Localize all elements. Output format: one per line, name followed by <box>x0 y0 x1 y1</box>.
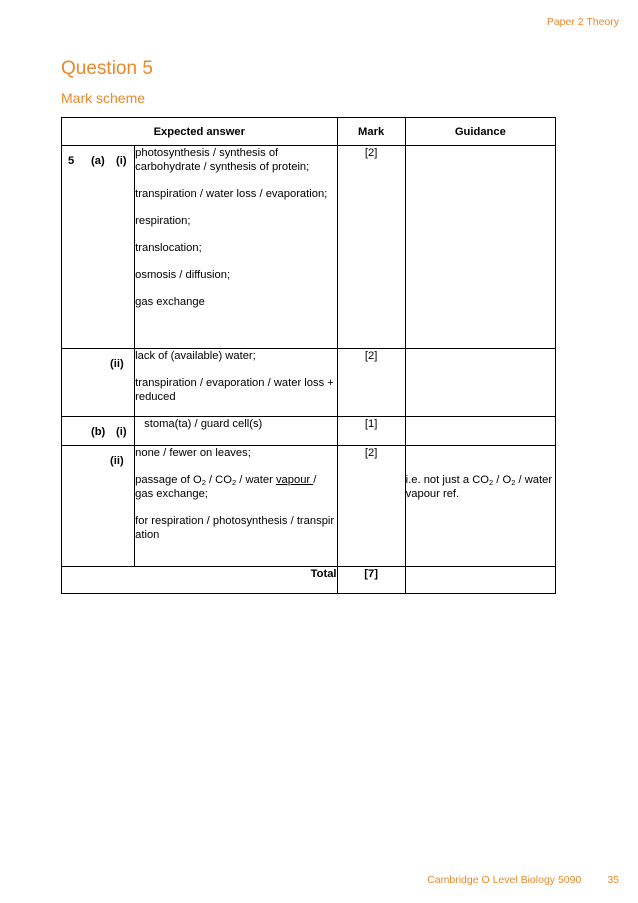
guidance-cell <box>405 146 555 349</box>
answer-line: transpiration / evaporation / water loss + reduced <box>135 377 334 403</box>
table-row <box>62 349 556 417</box>
question-number-cell <box>62 446 135 567</box>
part-label: (b) <box>91 426 106 438</box>
answer-line: gas exchange <box>135 296 205 308</box>
answer-line: passage of $O_2 / CO_2$ / water vapour / gas exchange; <box>135 474 317 500</box>
guidance-cell <box>405 567 555 594</box>
question-number-cell <box>62 349 135 417</box>
table-row <box>62 417 556 446</box>
total-row <box>62 567 556 594</box>
guidance-cell <box>405 417 555 446</box>
header-guidance: Guidance <box>405 118 555 146</box>
header-mark: Mark <box>337 118 405 146</box>
mark-cell: [1] <box>337 417 405 446</box>
answer-line: respiration; <box>135 215 191 227</box>
question-number: 5 <box>68 155 75 167</box>
answer-line: translocation; <box>135 242 202 254</box>
guidance-cell <box>405 349 555 417</box>
question-number-cell <box>62 146 135 349</box>
mark-cell: [2] <box>337 349 405 417</box>
answer-line: photosynthesis / synthesis of carbohydrate / synthesis of protein; <box>135 147 310 173</box>
table-header-row <box>62 118 556 146</box>
question-title: Question 5 <box>61 58 153 79</box>
answer-line: osmosis / diffusion; <box>135 269 231 281</box>
total-label: Total <box>62 567 338 594</box>
answer-cell <box>135 349 337 417</box>
answer-cell <box>135 446 337 567</box>
running-header: Paper 2 Theory <box>546 16 619 28</box>
subpart-label: (i) <box>116 155 127 167</box>
section-subtitle: Mark scheme <box>61 90 146 106</box>
mark-scheme-table <box>61 117 556 594</box>
header-expected-answer: Expected answer <box>62 118 338 146</box>
guidance-text: i.e. not just a $CO_2 / O_2$ / water vapour ref. <box>405 474 553 500</box>
answer-cell <box>135 417 337 446</box>
subpart-label: (ii) <box>110 358 124 370</box>
subpart-label: (ii) <box>110 455 124 467</box>
mark-cell: [2] <box>337 446 405 567</box>
part-label: (a) <box>91 155 105 167</box>
answer-line: none / fewer on leaves; <box>135 447 251 459</box>
question-number-cell <box>62 417 135 446</box>
guidance-cell <box>405 446 555 567</box>
table-row <box>62 446 556 567</box>
footer-title: Cambridge O Level Biology 5090 <box>427 874 582 886</box>
answer-cell <box>135 146 337 349</box>
answer-line: transpiration / water loss / evaporation; <box>135 188 328 200</box>
total-mark: [7] <box>337 567 405 594</box>
page-number: 35 <box>607 874 619 886</box>
answer-line: stoma(ta) / guard cell(s) <box>144 418 263 430</box>
subpart-label: (i) <box>116 426 127 438</box>
mark-cell: [2] <box>337 146 405 349</box>
answer-line: for respiration / photosynthesis / transpir ation <box>135 515 335 541</box>
footer <box>427 874 619 886</box>
table-row <box>62 146 556 349</box>
answer-line: lack of (available) water; <box>135 350 256 362</box>
